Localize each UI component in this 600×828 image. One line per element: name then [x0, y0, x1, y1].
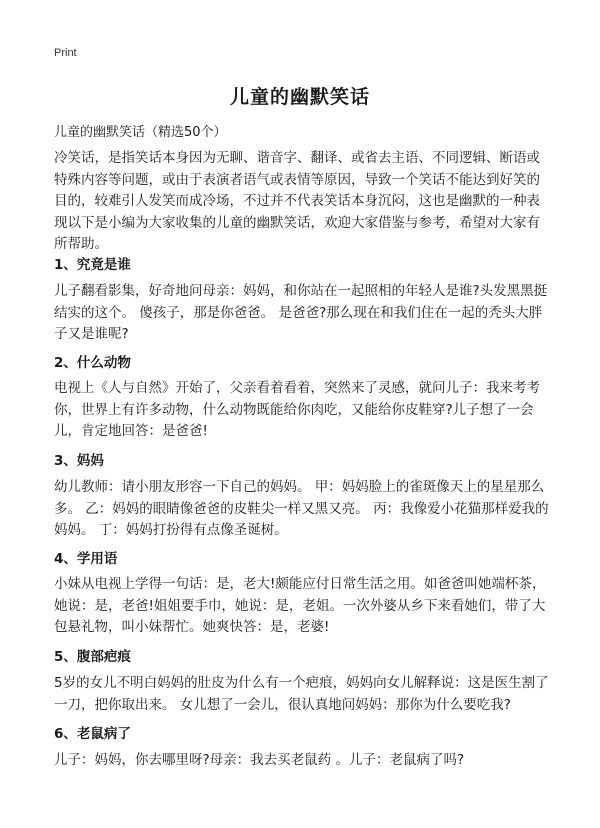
- section-text: 儿子：妈妈，你去哪里呀?母亲：我去买老鼠药 。儿子：老鼠病了吗?: [54, 752, 465, 768]
- section-heading: 1、究竟是谁: [54, 257, 131, 273]
- section-heading: 6、老鼠病了: [54, 726, 131, 742]
- page-subtitle: 儿童的幽默笑话（精选50个）: [54, 125, 227, 140]
- section-text: 5岁的女儿不明白妈妈的肚皮为什么有一个疤痕，妈妈向女儿解释说：这是医生割了一刀，把你取出来。 女儿想了一会儿，很认真地问妈妈：那你为什么要吃我?: [54, 675, 549, 713]
- print-link[interactable]: Print: [54, 47, 77, 59]
- section-heading: 4、学用语: [54, 551, 118, 567]
- section-text: 电视上《人与自然》开始了，父亲看着看着，突然来了灵感，就问儿子：我来考考你，世界上有许多动物，什么动物既能给你肉吃，又能给你皮鞋穿?儿子想了一会儿，肯定地回答：是爸爸!: [54, 380, 540, 439]
- section-text: 小妹从电视上学得一句话：是，老大!颇能应付日常生活之用。如爸爸叫她端杯茶，她说：是，老爸!姐姐要手巾，她说：是，老姐。一次外婆从乡下来看她们，带了大包悬礼物，叫小妹帮忙。她爽快答：是，老婆!: [54, 576, 546, 635]
- page-title: 儿童的幽默笑话: [229, 86, 370, 108]
- section-heading: 3、妈妈: [54, 453, 104, 469]
- intro-paragraph: 冷笑话，是指笑话本身因为无聊、谐音字、翻译、或省去主语、不同逻辑、断语或特殊内容等问题，或由于表演者语气或表情等原因，导致一个笑话不能达到好笑的目的，较难引人发笑而成冷场，不过并不代表笑话本身沉闷，这也是幽默的一种表现以下是小编为大家收集的儿童的幽默笑话，欢迎大家借鉴与参考，希望对大家有所帮助。: [54, 150, 540, 252]
- section-heading: 2、什么动物: [54, 355, 131, 371]
- section-text: 幼儿教师：请小朋友形容一下自己的妈妈。 甲：妈妈脸上的雀斑像天上的星星那么多。 乙：妈妈的眼睛像爸爸的皮鞋尖一样又黑又亮。 丙：我像爱小花猫那样爱我的妈妈。 丁：妈妈打扮得有点像圣诞树。: [54, 479, 549, 538]
- section-text: 儿子翻看影集，好奇地问母亲：妈妈，和你站在一起照相的年轻人是谁?头发黑黑挺结实的这个。 傻孩子，那是你爸爸。 是爸爸?那么现在和我们住在一起的秃头大胖子又是谁呢?: [54, 283, 548, 342]
- section-heading: 5、腹部疤痕: [54, 649, 131, 665]
